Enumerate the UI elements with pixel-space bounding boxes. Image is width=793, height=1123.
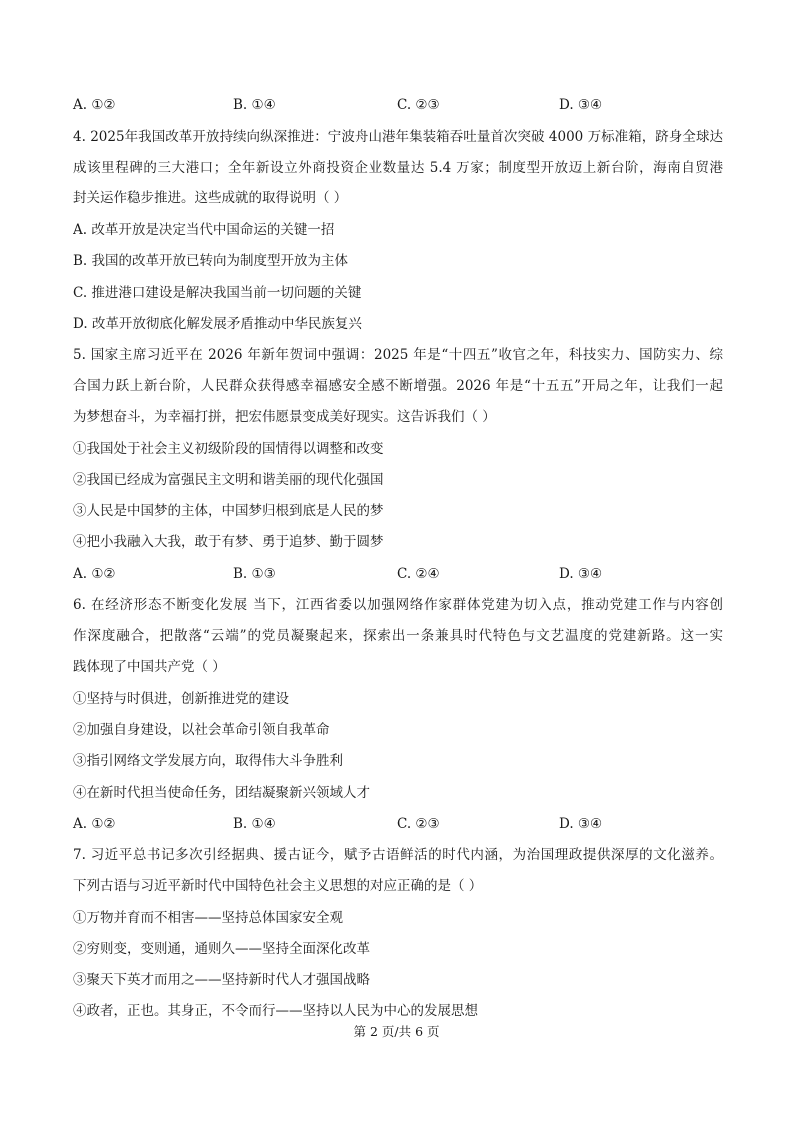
q4-choice-c: C. 推进港口建设是解决我国当前一切问题的关键 bbox=[73, 285, 362, 301]
q6-stem-line-2: 作深度融合，把散落“云端”的党员凝聚起来，探索出一条兼具时代特色与文艺温度的党建新路。这一实 bbox=[73, 628, 723, 644]
option-d: D. ③④ bbox=[559, 566, 603, 582]
option-d: D. ③④ bbox=[559, 97, 603, 113]
q3-options bbox=[73, 96, 723, 114]
q5-options bbox=[73, 565, 723, 583]
q5-item-3: ③人民是中国梦的主体，中国梦归根到底是人民的梦 bbox=[73, 503, 384, 519]
option-b: B. ①④ bbox=[233, 97, 276, 113]
q6-item-4: ④在新时代担当使命任务，团结凝聚新兴领域人才 bbox=[73, 785, 370, 801]
q5-stem-line-1: 5. 国家主席习近平在 2026 年新年贺词中强调：2025 年是“十四五”收官之年，科技实力、国防实力、综 bbox=[73, 347, 723, 363]
option-a: A. ①② bbox=[73, 97, 116, 113]
page-number: 第 2 页/共 6 页 bbox=[353, 1024, 440, 1039]
q4-choice-b: B. 我国的改革开放已转向为制度型开放为主体 bbox=[73, 253, 349, 269]
option-d: D. ③④ bbox=[559, 816, 603, 832]
q7-item-3: ③聚天下英才而用之——坚持新时代人才强国战略 bbox=[73, 972, 370, 988]
q4-stem-line-1: 4. 2025年我国改革开放持续向纵深推进：宁波舟山港年集装箱吞吐量首次突破 4000 万标准箱，跻身全球达 bbox=[73, 129, 723, 145]
q4-choice-a: A. 改革开放是决定当代中国命运的关键一招 bbox=[73, 222, 335, 238]
q4-stem-line-2: 成该里程碑的三大港口；全年新设立外商投资企业数量达 5.4 万家；制度型开放迈上新台阶，海南自贸港 bbox=[73, 160, 723, 176]
q7-item-1: ①万物并育而不相害——坚持总体国家安全观 bbox=[73, 910, 343, 926]
q6-options bbox=[73, 815, 723, 833]
option-a: A. ①② bbox=[73, 566, 116, 582]
option-c: C. ②③ bbox=[397, 97, 440, 113]
q6-stem-line-3: 践体现了中国共产党（ ） bbox=[73, 659, 226, 675]
option-a: A. ①② bbox=[73, 816, 116, 832]
option-b: B. ①③ bbox=[233, 566, 276, 582]
q5-item-1: ①我国处于社会主义初级阶段的国情得以调整和改变 bbox=[73, 441, 384, 457]
q7-item-2: ②穷则变，变则通，通则久——坚持全面深化改革 bbox=[73, 941, 370, 957]
q6-item-1: ①坚持与时俱进，创新推进党的建设 bbox=[73, 691, 289, 707]
q4-stem-line-3: 封关运作稳步推进。这些成就的取得说明（ ） bbox=[73, 190, 348, 206]
q5-stem-line-3: 为梦想奋斗，为幸福打拼，把宏伟愿景变成美好现实。这告诉我们（ ） bbox=[73, 409, 496, 425]
option-c: C. ②③ bbox=[397, 816, 440, 832]
q6-stem-line-1: 6. 在经济形态不断变化发展 当下，江西省委以加强网络作家群体党建为切入点，推动党建工作与内容创 bbox=[73, 597, 723, 613]
q6-item-3: ③指引网络文学发展方向，取得伟大斗争胜利 bbox=[73, 753, 343, 769]
option-c: C. ②④ bbox=[397, 566, 440, 582]
q5-stem-line-2: 合国力跃上新台阶，人民群众获得感幸福感安全感不断增强。2026 年是“十五五”开局之年，让我们一起 bbox=[73, 378, 723, 394]
q7-stem-line-2: 下列古语与习近平新时代中国特色社会主义思想的对应正确的是（ ） bbox=[73, 878, 483, 894]
q6-item-2: ②加强自身建设，以社会革命引领自我革命 bbox=[73, 722, 330, 738]
q5-item-2: ②我国已经成为富强民主文明和谐美丽的现代化强国 bbox=[73, 472, 384, 488]
q4-choice-d: D. 改革开放彻底化解发展矛盾推动中华民族复兴 bbox=[73, 316, 362, 332]
option-b: B. ①④ bbox=[233, 816, 276, 832]
q7-stem-line-1: 7. 习近平总书记多次引经据典、援古证今，赋予古语鲜活的时代内涵，为治国理政提供深厚的文化滋养。 bbox=[73, 847, 723, 863]
q7-item-4: ④政者，正也。其身正，不令而行——坚持以人民为中心的发展思想 bbox=[73, 1003, 478, 1019]
q5-item-4: ④把小我融入大我，敢于有梦、勇于追梦、勤于圆梦 bbox=[73, 534, 384, 550]
